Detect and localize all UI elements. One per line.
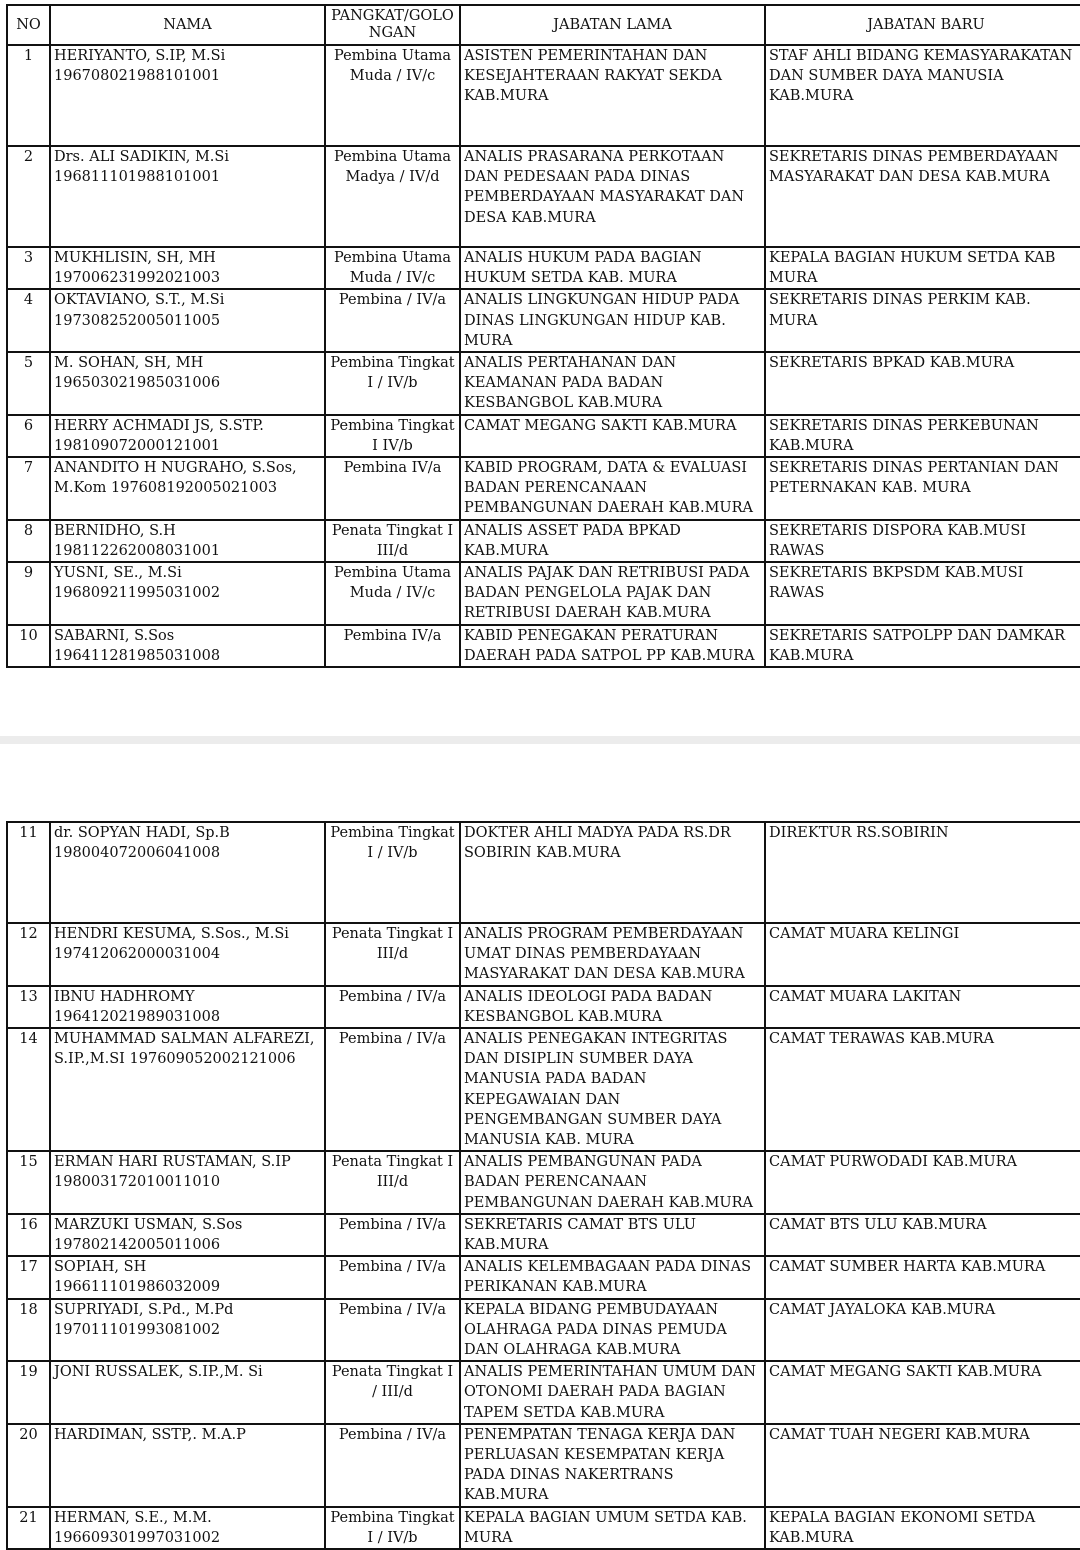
table-row bbox=[7, 1028, 1080, 1151]
table-row bbox=[7, 247, 1080, 289]
table-row bbox=[7, 562, 1080, 625]
cell-nama bbox=[50, 822, 325, 923]
cell-jabatan-lama: DOKTER AHLI MADYA PADA RS.DR SOBIRIN KAB.MURA bbox=[460, 822, 765, 923]
person-nip: 197011101993081002 bbox=[54, 1321, 221, 1338]
table-row bbox=[7, 923, 1080, 986]
person-name: dr. SOPYAN HADI, Sp.B bbox=[54, 825, 230, 841]
cell-jabatan-lama: ANALIS LINGKUNGAN HIDUP PADA DINAS LINGKUNGAN HIDUP KAB. MURA bbox=[460, 289, 765, 352]
cell-jabatan-baru: CAMAT MUARA KELINGI bbox=[765, 923, 1080, 986]
person-name: JONI RUSSALEK, S.IP.,M. Si bbox=[54, 1364, 263, 1381]
officials-table-page-2 bbox=[6, 821, 1080, 1550]
cell-pangkat: Pembina Utama Madya / IV/d bbox=[325, 146, 460, 247]
cell-jabatan-lama: ANALIS IDEOLOGI PADA BADAN KESBANGBOL KAB.MURA bbox=[460, 986, 765, 1028]
page-separator bbox=[0, 736, 1080, 744]
header-pangkat: PANGKAT/GOLONGAN bbox=[325, 5, 460, 45]
table-row bbox=[7, 1424, 1080, 1507]
person-name: Drs. ALI SADIKIN, M.Si bbox=[54, 149, 229, 165]
cell-jabatan-lama: ANALIS PRASARANA PERKOTAAN DAN PEDESAAN PADA DINAS PEMBERDAYAAN MASYARAKAT DAN DESA KAB.MURA bbox=[460, 146, 765, 247]
cell-nama bbox=[50, 146, 325, 247]
person-nip: 197802142005011006 bbox=[54, 1237, 221, 1254]
table-row bbox=[7, 1299, 1080, 1362]
cell-nama bbox=[50, 289, 325, 352]
cell-pangkat: Pembina / IV/a bbox=[325, 986, 460, 1028]
cell-no: 16 bbox=[7, 1214, 50, 1256]
cell-jabatan-baru: SEKRETARIS DINAS PEMBERDAYAAN MASYARAKAT DAN DESA KAB.MURA bbox=[765, 146, 1080, 247]
person-name: BERNIDHO, S.H bbox=[54, 522, 176, 539]
cell-pangkat: Pembina Utama Muda / IV/c bbox=[325, 45, 460, 146]
person-name: ERMAN HARI RUSTAMAN, S.IP bbox=[54, 1154, 291, 1171]
cell-no: 12 bbox=[7, 923, 50, 986]
cell-nama bbox=[50, 625, 325, 667]
person-name: ANANDITO H NUGRAHO, S.Sos, M.Kom bbox=[54, 460, 297, 497]
table-body bbox=[7, 822, 1080, 1549]
cell-jabatan-baru: CAMAT PURWODADI KAB.MURA bbox=[765, 1151, 1080, 1214]
cell-pangkat: Penata Tingkat I III/d bbox=[325, 520, 460, 562]
cell-no: 18 bbox=[7, 1299, 50, 1362]
person-nip: 197609052002121006 bbox=[129, 1051, 296, 1068]
cell-jabatan-lama: ASISTEN PEMERINTAHAN DAN KESEJAHTERAAN RAKYAT SEKDA KAB.MURA bbox=[460, 45, 765, 146]
cell-no: 4 bbox=[7, 289, 50, 352]
cell-no: 11 bbox=[7, 822, 50, 923]
cell-no: 5 bbox=[7, 352, 50, 415]
table-row bbox=[7, 1361, 1080, 1424]
cell-jabatan-baru: SEKRETARIS DINAS PERKIM KAB. MURA bbox=[765, 289, 1080, 352]
cell-jabatan-lama: ANALIS HUKUM PADA BAGIAN HUKUM SETDA KAB. MURA bbox=[460, 247, 765, 289]
person-nip: 198003172010011010 bbox=[54, 1174, 221, 1191]
table-body bbox=[7, 45, 1080, 667]
table-row bbox=[7, 1256, 1080, 1298]
cell-pangkat: Pembina IV/a bbox=[325, 457, 460, 520]
cell-jabatan-lama: KABID PENEGAKAN PERATURAN DAERAH PADA SATPOL PP KAB.MURA bbox=[460, 625, 765, 667]
person-nip: 198109072000121001 bbox=[54, 437, 221, 454]
cell-no: 17 bbox=[7, 1256, 50, 1298]
person-name: MUKHLISIN, SH, MH bbox=[54, 250, 216, 266]
person-nip: 196811101988101001 bbox=[54, 169, 221, 186]
cell-no: 8 bbox=[7, 520, 50, 562]
cell-pangkat: Pembina Tingkat I IV/b bbox=[325, 415, 460, 457]
cell-no: 14 bbox=[7, 1028, 50, 1151]
person-nip: 197006231992021003 bbox=[54, 270, 221, 287]
table-row bbox=[7, 289, 1080, 352]
cell-jabatan-lama: CAMAT MEGANG SAKTI KAB.MURA bbox=[460, 415, 765, 457]
person-nip: 196609301997031002 bbox=[54, 1529, 221, 1546]
person-nip: 196503021985031006 bbox=[54, 375, 221, 392]
person-name: HERRY ACHMADI JS, S.STP. bbox=[54, 417, 264, 434]
person-nip: 197308252005011005 bbox=[54, 312, 221, 329]
cell-pangkat: Penata Tingkat I III/d bbox=[325, 923, 460, 986]
cell-jabatan-lama: ANALIS ASSET PADA BPKAD KAB.MURA bbox=[460, 520, 765, 562]
person-nip: 196611101986032009 bbox=[54, 1279, 221, 1296]
cell-jabatan-baru: CAMAT MEGANG SAKTI KAB.MURA bbox=[765, 1361, 1080, 1424]
cell-nama bbox=[50, 986, 325, 1028]
cell-jabatan-baru: SEKRETARIS DINAS PERTANIAN DAN PETERNAKAN KAB. MURA bbox=[765, 457, 1080, 520]
cell-jabatan-lama: PENEMPATAN TENAGA KERJA DAN PERLUASAN KESEMPATAN KERJA PADA DINAS NAKERTRANS KAB.MURA bbox=[460, 1424, 765, 1507]
cell-pangkat: Pembina Tingkat I / IV/b bbox=[325, 1507, 460, 1549]
cell-nama bbox=[50, 415, 325, 457]
cell-jabatan-baru: SEKRETARIS BKPSDM KAB.MUSI RAWAS bbox=[765, 562, 1080, 625]
cell-jabatan-lama: ANALIS PEMBANGUNAN PADA BADAN PERENCANAAN PEMBANGUNAN DAERAH KAB.MURA bbox=[460, 1151, 765, 1214]
cell-jabatan-baru: SEKRETARIS SATPOLPP DAN DAMKAR KAB.MURA bbox=[765, 625, 1080, 667]
cell-jabatan-baru: KEPALA BAGIAN HUKUM SETDA KAB MURA bbox=[765, 247, 1080, 289]
cell-nama bbox=[50, 1151, 325, 1214]
cell-pangkat: Pembina Tingkat I / IV/b bbox=[325, 352, 460, 415]
table-row bbox=[7, 45, 1080, 146]
cell-jabatan-lama: ANALIS PEMERINTAHAN UMUM DAN OTONOMI DAERAH PADA BAGIAN TAPEM SETDA KAB.MURA bbox=[460, 1361, 765, 1424]
cell-pangkat: Pembina / IV/a bbox=[325, 1028, 460, 1151]
person-name: HERMAN, S.E., M.M. bbox=[54, 1509, 212, 1526]
cell-jabatan-baru: CAMAT JAYALOKA KAB.MURA bbox=[765, 1299, 1080, 1362]
officials-table-page-1 bbox=[6, 4, 1080, 668]
person-nip: 196412021989031008 bbox=[54, 1008, 221, 1025]
cell-jabatan-baru: CAMAT BTS ULU KAB.MURA bbox=[765, 1214, 1080, 1256]
cell-pangkat: Pembina / IV/a bbox=[325, 1214, 460, 1256]
cell-no: 21 bbox=[7, 1507, 50, 1549]
person-name: SOPIAH, SH bbox=[54, 1259, 147, 1276]
person-name: M. SOHAN, SH, MH bbox=[54, 355, 204, 372]
person-name: OKTAVIANO, S.T., M.Si bbox=[54, 292, 225, 309]
person-name: SUPRIYADI, S.Pd., M.Pd bbox=[54, 1301, 234, 1318]
cell-jabatan-baru: CAMAT TUAH NEGERI KAB.MURA bbox=[765, 1424, 1080, 1507]
cell-no: 15 bbox=[7, 1151, 50, 1214]
cell-jabatan-baru: CAMAT SUMBER HARTA KAB.MURA bbox=[765, 1256, 1080, 1298]
cell-nama bbox=[50, 1424, 325, 1507]
cell-jabatan-lama: SEKRETARIS CAMAT BTS ULU KAB.MURA bbox=[460, 1214, 765, 1256]
table-row bbox=[7, 1214, 1080, 1256]
person-name: IBNU HADHROMY bbox=[54, 988, 195, 1005]
cell-jabatan-lama: ANALIS PROGRAM PEMBERDAYAAN UMAT DINAS PEMBERDAYAAN MASYARAKAT DAN DESA KAB.MURA bbox=[460, 923, 765, 986]
table-row bbox=[7, 1151, 1080, 1214]
person-name: YUSNI, SE., M.Si bbox=[54, 565, 182, 582]
table-row bbox=[7, 457, 1080, 520]
cell-jabatan-baru: KEPALA BAGIAN EKONOMI SETDA KAB.MURA bbox=[765, 1507, 1080, 1549]
cell-pangkat: Pembina / IV/a bbox=[325, 1424, 460, 1507]
cell-nama bbox=[50, 1028, 325, 1151]
cell-pangkat: Pembina / IV/a bbox=[325, 1299, 460, 1362]
cell-no: 6 bbox=[7, 415, 50, 457]
cell-no: 2 bbox=[7, 146, 50, 247]
table-row bbox=[7, 822, 1080, 923]
cell-nama bbox=[50, 45, 325, 146]
cell-pangkat: Pembina Utama Muda / IV/c bbox=[325, 247, 460, 289]
person-nip: 198004072006041008 bbox=[54, 845, 221, 862]
header-nama: NAMA bbox=[50, 5, 325, 45]
cell-nama bbox=[50, 1507, 325, 1549]
person-nip: 196708021988101001 bbox=[54, 68, 221, 85]
cell-jabatan-baru: STAF AHLI BIDANG KEMASYARAKATAN DAN SUMBER DAYA MANUSIA KAB.MURA bbox=[765, 45, 1080, 146]
cell-no: 13 bbox=[7, 986, 50, 1028]
table-row bbox=[7, 1507, 1080, 1549]
cell-jabatan-lama: ANALIS KELEMBAGAAN PADA DINAS PERIKANAN KAB.MURA bbox=[460, 1256, 765, 1298]
table-row bbox=[7, 415, 1080, 457]
cell-jabatan-baru: SEKRETARIS BPKAD KAB.MURA bbox=[765, 352, 1080, 415]
cell-jabatan-lama: KEPALA BIDANG PEMBUDAYAAN OLAHRAGA PADA DINAS PEMUDA DAN OLAHRAGA KAB.MURA bbox=[460, 1299, 765, 1362]
cell-no: 1 bbox=[7, 45, 50, 146]
cell-nama bbox=[50, 247, 325, 289]
cell-pangkat: Pembina Utama Muda / IV/c bbox=[325, 562, 460, 625]
header-no: NO bbox=[7, 5, 50, 45]
cell-jabatan-baru: DIREKTUR RS.SOBIRIN bbox=[765, 822, 1080, 923]
cell-jabatan-lama: KABID PROGRAM, DATA & EVALUASI BADAN PERENCANAAN PEMBANGUNAN DAERAH KAB.MURA bbox=[460, 457, 765, 520]
header-jabatan-baru: JABATAN BARU bbox=[765, 5, 1080, 45]
cell-jabatan-lama: ANALIS PENEGAKAN INTEGRITAS DAN DISIPLIN SUMBER DAYA MANUSIA PADA BADAN KEPEGAWAIAN DAN PENGEMBANGAN SUMBER DAYA MANUSIA KAB. MURA bbox=[460, 1028, 765, 1151]
cell-pangkat: Penata Tingkat I III/d bbox=[325, 1151, 460, 1214]
cell-jabatan-baru: SEKRETARIS DINAS PERKEBUNAN KAB.MURA bbox=[765, 415, 1080, 457]
cell-jabatan-lama: KEPALA BAGIAN UMUM SETDA KAB. MURA bbox=[460, 1507, 765, 1549]
cell-no: 19 bbox=[7, 1361, 50, 1424]
cell-no: 7 bbox=[7, 457, 50, 520]
cell-pangkat: Pembina / IV/a bbox=[325, 289, 460, 352]
cell-nama bbox=[50, 562, 325, 625]
cell-nama bbox=[50, 520, 325, 562]
cell-nama bbox=[50, 1299, 325, 1362]
cell-no: 9 bbox=[7, 562, 50, 625]
cell-pangkat: Pembina Tingkat I / IV/b bbox=[325, 822, 460, 923]
person-nip: 198112262008031001 bbox=[54, 542, 221, 559]
cell-nama bbox=[50, 1361, 325, 1424]
table-row bbox=[7, 625, 1080, 667]
cell-no: 10 bbox=[7, 625, 50, 667]
cell-nama bbox=[50, 923, 325, 986]
table-row bbox=[7, 520, 1080, 562]
cell-nama bbox=[50, 457, 325, 520]
cell-nama bbox=[50, 1214, 325, 1256]
person-name: HERIYANTO, S.IP, M.Si bbox=[54, 48, 226, 64]
person-nip: 197412062000031004 bbox=[54, 946, 221, 963]
cell-pangkat: Pembina / IV/a bbox=[325, 1256, 460, 1298]
header-jabatan-lama: JABATAN LAMA bbox=[460, 5, 765, 45]
person-name: HENDRI KESUMA, S.Sos., M.Si bbox=[54, 926, 289, 942]
person-nip: 196411281985031008 bbox=[54, 647, 221, 664]
cell-jabatan-baru: SEKRETARIS DISPORA KAB.MUSI RAWAS bbox=[765, 520, 1080, 562]
cell-jabatan-lama: ANALIS PERTAHANAN DAN KEAMANAN PADA BADAN KESBANGBOL KAB.MURA bbox=[460, 352, 765, 415]
table-row bbox=[7, 146, 1080, 247]
table-row bbox=[7, 352, 1080, 415]
cell-jabatan-lama: ANALIS PAJAK DAN RETRIBUSI PADA BADAN PENGELOLA PAJAK DAN RETRIBUSI DAERAH KAB.MURA bbox=[460, 562, 765, 625]
person-nip: 197608192005021003 bbox=[111, 480, 278, 497]
cell-jabatan-baru: CAMAT TERAWAS KAB.MURA bbox=[765, 1028, 1080, 1151]
cell-no: 20 bbox=[7, 1424, 50, 1507]
person-name: MARZUKI USMAN, S.Sos bbox=[54, 1216, 243, 1233]
person-name: MUHAMMAD SALMAN ALFAREZI, S.IP.,M.SI bbox=[54, 1031, 315, 1068]
cell-jabatan-baru: CAMAT MUARA LAKITAN bbox=[765, 986, 1080, 1028]
person-name: HARDIMAN, SSTP,. M.A.P bbox=[54, 1426, 246, 1443]
person-nip: 196809211995031002 bbox=[54, 585, 221, 602]
person-name: SABARNI, S.Sos bbox=[54, 627, 175, 644]
cell-nama bbox=[50, 1256, 325, 1298]
cell-pangkat: Pembina IV/a bbox=[325, 625, 460, 667]
cell-no: 3 bbox=[7, 247, 50, 289]
cell-pangkat: Penata Tingkat I / III/d bbox=[325, 1361, 460, 1424]
table-header-row bbox=[7, 5, 1080, 45]
table-row bbox=[7, 986, 1080, 1028]
cell-nama bbox=[50, 352, 325, 415]
